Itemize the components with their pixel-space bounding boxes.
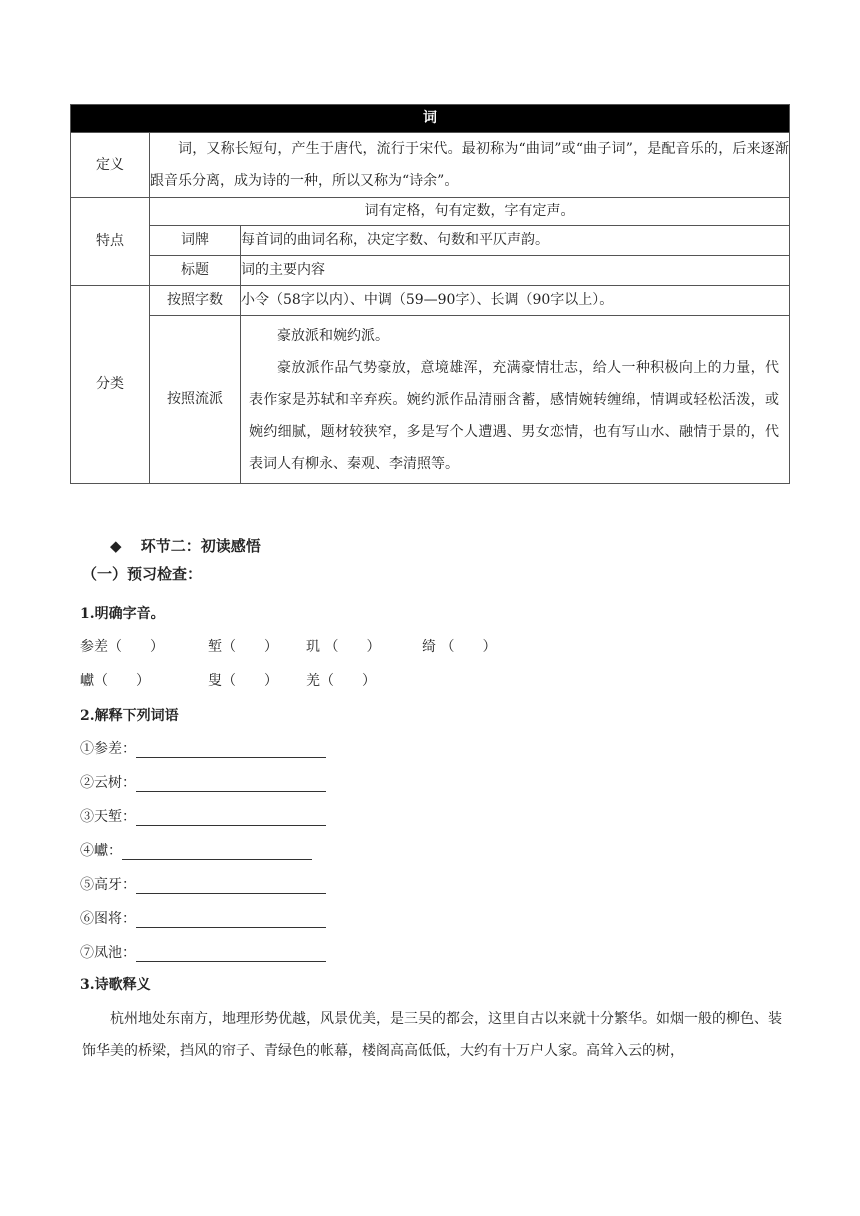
definition-label: 定义 [71, 133, 150, 198]
features-label: 特点 [71, 198, 150, 286]
vocab-label: ③天堑： [80, 809, 136, 825]
vocab-item [80, 738, 326, 758]
pinyin-item: 叟（ ） [208, 673, 278, 689]
ci-info-table [70, 104, 790, 484]
cipai-label: 词牌 [150, 226, 241, 256]
by-count-label: 按照字数 [150, 286, 241, 316]
answer-blank[interactable] [136, 947, 326, 962]
vocab-label: ②云树： [80, 775, 136, 791]
answer-blank[interactable] [122, 845, 312, 860]
answer-blank[interactable] [136, 879, 326, 894]
vocab-item [80, 908, 326, 928]
by-school-cell [241, 316, 790, 484]
vocab-item [80, 840, 312, 860]
q3-title: 3.诗歌释义 [80, 977, 151, 993]
pinyin-item: 绮 （ ） [422, 639, 497, 655]
cipai-text: 每首词的曲词名称，决定字数、句数和平仄声韵。 [241, 226, 790, 256]
vocab-label: ⑥图将： [80, 911, 136, 927]
title-label: 标题 [150, 256, 241, 286]
by-school-line2: 豪放派作品气势豪放，意境雄浑，充满豪情壮志，给人一种积极向上的力量，代表作家是苏轼和辛弃疾。婉约派作品清丽含蓄，感情婉转缠绵，情调或轻松活泼，或婉约细腻，题材较狭窄，多是写个人遭遇、男女恋情，也有写山水、融情于景的，代表词人有柳永、秦观、李清照等。 [249, 359, 779, 472]
pinyin-item: 巘（ ） [80, 673, 150, 689]
q2-title: 2.解释下列词语 [80, 708, 179, 724]
answer-blank[interactable] [136, 913, 326, 928]
q1-title: 1.明确字音。 [80, 606, 165, 622]
q3-paragraph: 杭州地处东南方，地理形势优越，风景优美，是三吴的都会，这里自古以来就十分繁华。如烟一般的柳色、装饰华美的桥梁，挡风的帘子、青绿色的帐幕，楼阁高高低低，大约有十万户人家。高耸入云的树， [82, 1011, 782, 1059]
definition-text: 词，又称长短句，产生于唐代，流行于宋代。最初称为“曲词”或“曲子词”，是配音乐的，后来逐渐跟音乐分离，成为诗的一种，所以又称为“诗余”。 [150, 133, 790, 198]
vocab-item [80, 874, 326, 894]
pinyin-item: 玑 （ ） [306, 639, 381, 655]
pinyin-item: 羌（ ） [306, 673, 376, 689]
vocab-label: ①参差： [80, 741, 136, 757]
subsection-title: （一）预习检查： [82, 565, 203, 583]
answer-blank[interactable] [136, 777, 326, 792]
vocab-label: ⑤高牙： [80, 877, 136, 893]
pinyin-item: 堑（ ） [208, 639, 278, 655]
section-title: 环节二：初读感悟 [140, 537, 261, 555]
answer-blank[interactable] [136, 811, 326, 826]
by-count-text: 小令（58字以内）、中调（59—90字）、长调（90字以上）。 [241, 286, 790, 316]
bullet-icon: ◆ [110, 537, 122, 555]
section-heading [110, 535, 261, 556]
by-school-label: 按照流派 [150, 316, 241, 484]
table-header: 词 [71, 105, 790, 133]
title-text: 词的主要内容 [241, 256, 790, 286]
category-label: 分类 [71, 286, 150, 484]
pinyin-item: 参差（ ） [80, 639, 164, 655]
vocab-label: ④巘： [80, 843, 122, 859]
q1-row2 [80, 670, 406, 690]
by-school-line1: 豪放派和婉约派。 [277, 327, 389, 344]
vocab-item [80, 806, 326, 826]
vocab-item [80, 772, 326, 792]
features-summary: 词有定格，句有定数，字有定声。 [150, 198, 790, 226]
vocab-label: ⑦凤池： [80, 945, 136, 961]
answer-blank[interactable] [136, 743, 326, 758]
q1-row1 [80, 636, 522, 656]
vocab-item [80, 942, 326, 962]
